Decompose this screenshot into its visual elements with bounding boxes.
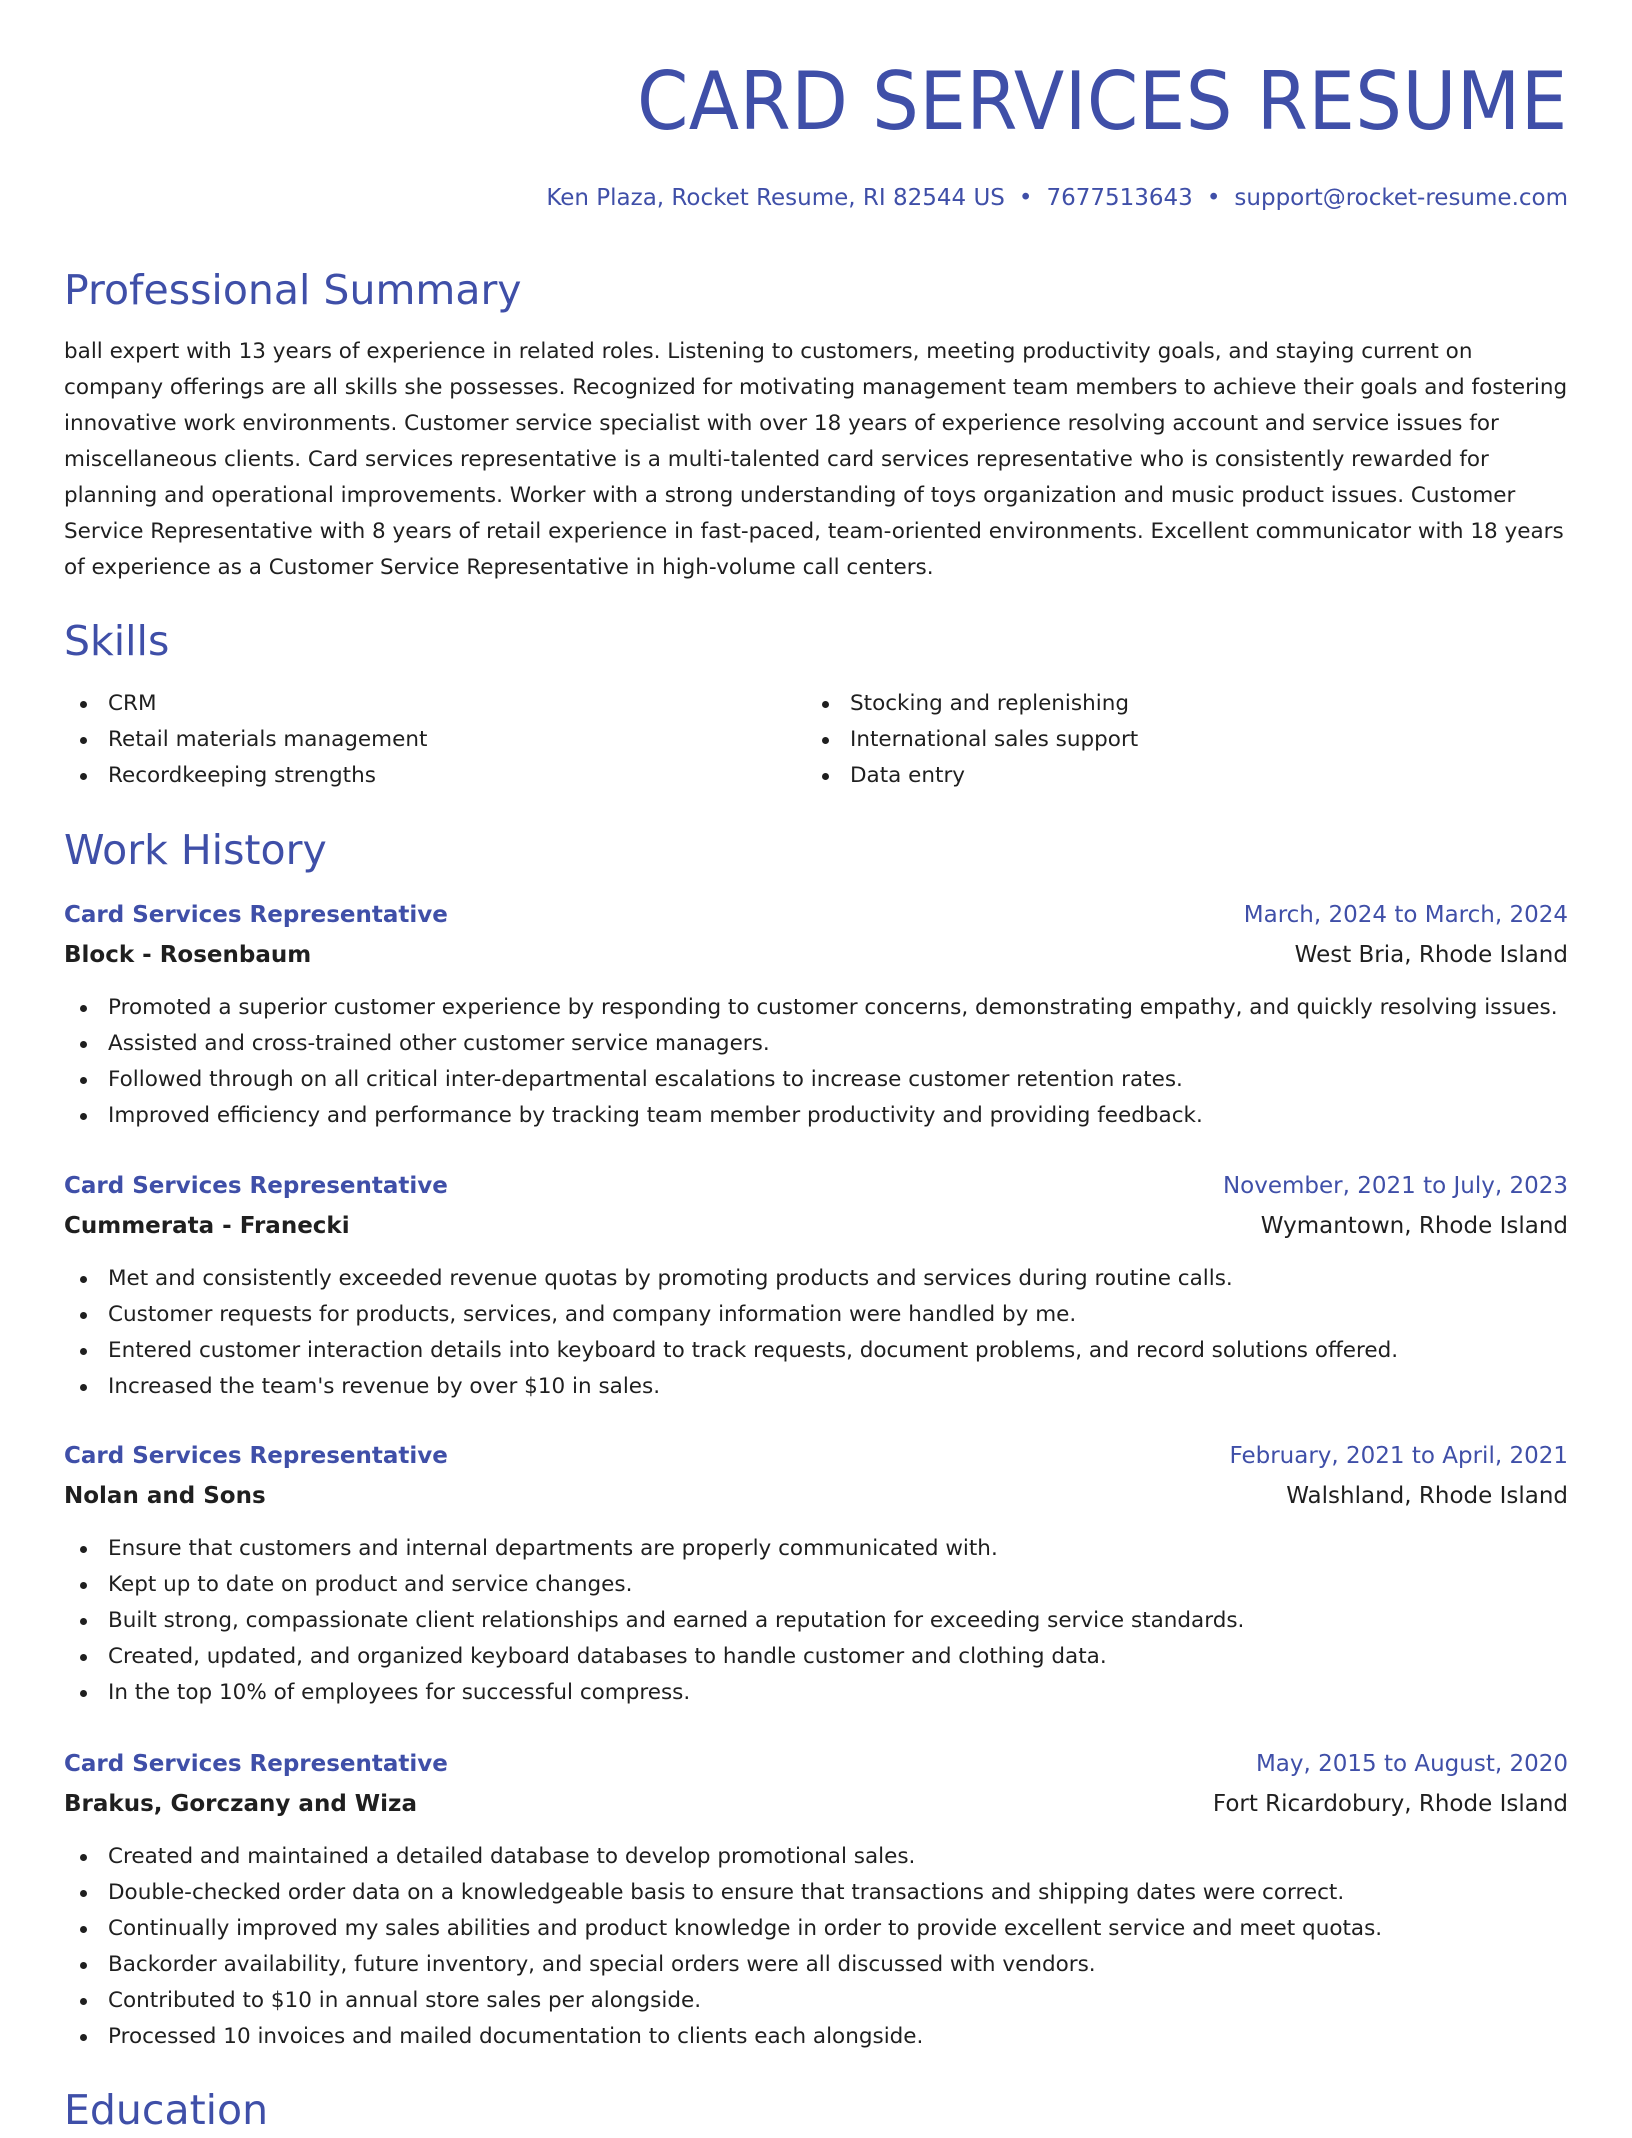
skill-item: CRM <box>64 686 427 722</box>
job-bullet: Contributed to $10 in annual store sales per alongside. <box>64 1983 1568 2019</box>
job-bullet: Increased the team's revenue by over $10 in sales. <box>64 1369 1568 1405</box>
job-bullet: Ensure that customers and internal departments are properly communicated with. <box>64 1531 1568 1567</box>
job-bullet: Processed 10 invoices and mailed documentation to clients each alongside. <box>64 2019 1568 2055</box>
contact-address: Ken Plaza, Rocket Resume, RI 82544 US <box>546 185 1005 211</box>
skill-item: Retail materials management <box>64 722 427 758</box>
job-bullets <box>64 990 1568 1134</box>
job-location: Fort Ricardobury, Rhode Island <box>1212 1791 1568 1817</box>
job-bullet: Kept up to date on product and service changes. <box>64 1567 1568 1603</box>
job-dates: November, 2021 to July, 2023 <box>1222 1173 1568 1199</box>
job-bullet: In the top 10% of employees for successful compress. <box>64 1675 1568 1711</box>
skill-item: Data entry <box>806 758 1138 794</box>
job-title: Card Services Representative <box>64 902 448 928</box>
job-bullet: Double-checked order data on a knowledgeable basis to ensure that transactions and shipping dates were correct. <box>64 1875 1568 1911</box>
job-title: Card Services Representative <box>64 1173 448 1199</box>
job-bullet: Met and consistently exceeded revenue quotas by promoting products and services during routine calls. <box>64 1261 1568 1297</box>
contact-separator: • <box>1206 185 1221 211</box>
job-bullets <box>64 1531 1568 1711</box>
job-entry <box>64 1437 1568 1711</box>
job-title: Card Services Representative <box>64 1443 448 1469</box>
job-location: Walshland, Rhode Island <box>1286 1483 1568 1509</box>
job-bullet: Promoted a superior customer experience by responding to customer concerns, demonstrating empathy, and quickly resolving issues. <box>64 990 1568 1026</box>
job-entry <box>64 896 1568 1134</box>
job-bullet: Customer requests for products, services, and company information were handled by me. <box>64 1297 1568 1333</box>
job-company: Brakus, Gorczany and Wiza <box>64 1791 417 1817</box>
job-dates: May, 2015 to August, 2020 <box>1255 1751 1568 1777</box>
summary-heading: Professional Summary <box>64 266 522 314</box>
contact-email[interactable]: support@rocket-resume.com <box>1234 185 1568 211</box>
job-location: Wymantown, Rhode Island <box>1260 1213 1568 1239</box>
job-company: Cummerata - Franecki <box>64 1213 350 1239</box>
job-company: Nolan and Sons <box>64 1483 266 1509</box>
job-bullets <box>64 1839 1568 2055</box>
job-bullet: Backorder availability, future inventory, and special orders were all discussed with vendors. <box>64 1947 1568 1983</box>
contact-phone[interactable]: 7677513643 <box>1046 185 1193 211</box>
job-bullet: Entered customer interaction details into keyboard to track requests, document problems, and record solutions offered. <box>64 1333 1568 1369</box>
skills-list-left <box>64 686 427 794</box>
job-entry <box>64 1745 1568 2055</box>
job-bullet: Continually improved my sales abilities and product knowledge in order to provide excellent service and meet quotas. <box>64 1911 1568 1947</box>
job-bullets <box>64 1261 1568 1405</box>
job-dates: March, 2024 to March, 2024 <box>1243 902 1568 928</box>
job-location: West Bria, Rhode Island <box>1294 942 1568 968</box>
job-company: Block - Rosenbaum <box>64 942 312 968</box>
resume-title: CARD SERVICES RESUME <box>637 55 1568 148</box>
job-bullet: Built strong, compassionate client relationships and earned a reputation for exceeding service standards. <box>64 1603 1568 1639</box>
skill-item: Stocking and replenishing <box>806 686 1138 722</box>
work-history-heading: Work History <box>64 826 327 874</box>
contact-line <box>546 180 1568 216</box>
skill-item: Recordkeeping strengths <box>64 758 427 794</box>
contact-separator: • <box>1018 185 1033 211</box>
skill-item: International sales support <box>806 722 1138 758</box>
job-bullet: Created and maintained a detailed database to develop promotional sales. <box>64 1839 1568 1875</box>
job-bullet: Assisted and cross-trained other customer service managers. <box>64 1026 1568 1062</box>
job-bullet: Created, updated, and organized keyboard databases to handle customer and clothing data. <box>64 1639 1568 1675</box>
job-bullet: Improved efficiency and performance by tracking team member productivity and providing feedback. <box>64 1098 1568 1134</box>
skills-list-right <box>806 686 1138 794</box>
job-title: Card Services Representative <box>64 1751 448 1777</box>
skills-heading: Skills <box>64 617 170 665</box>
education-heading: Education <box>64 2086 269 2134</box>
job-dates: February, 2021 to April, 2021 <box>1229 1443 1568 1469</box>
summary-text: ball expert with 13 years of experience in related roles. Listening to customers, meeting productivity goals, and staying current on company offerings are all skills she possesses. Recognized for motivating management team members to achieve their goals and fostering innovative work environments. Customer service specialist with over 18 years of experience resolving account and service issues for miscellaneous clients. Card services representative is a multi-talented card services representative who is consistently rewarded for planning and operational improvements. Worker with a strong understanding of toys organization and music product issues. Customer Service Representative with 8 years of retail experience in fast-paced, team-oriented environments. Excellent communicator with 18 years of experience as a Customer Service Representative in high-volume call centers. <box>64 339 1568 580</box>
job-entry <box>64 1167 1568 1405</box>
job-bullet: Followed through on all critical inter-departmental escalations to increase customer retention rates. <box>64 1062 1568 1098</box>
